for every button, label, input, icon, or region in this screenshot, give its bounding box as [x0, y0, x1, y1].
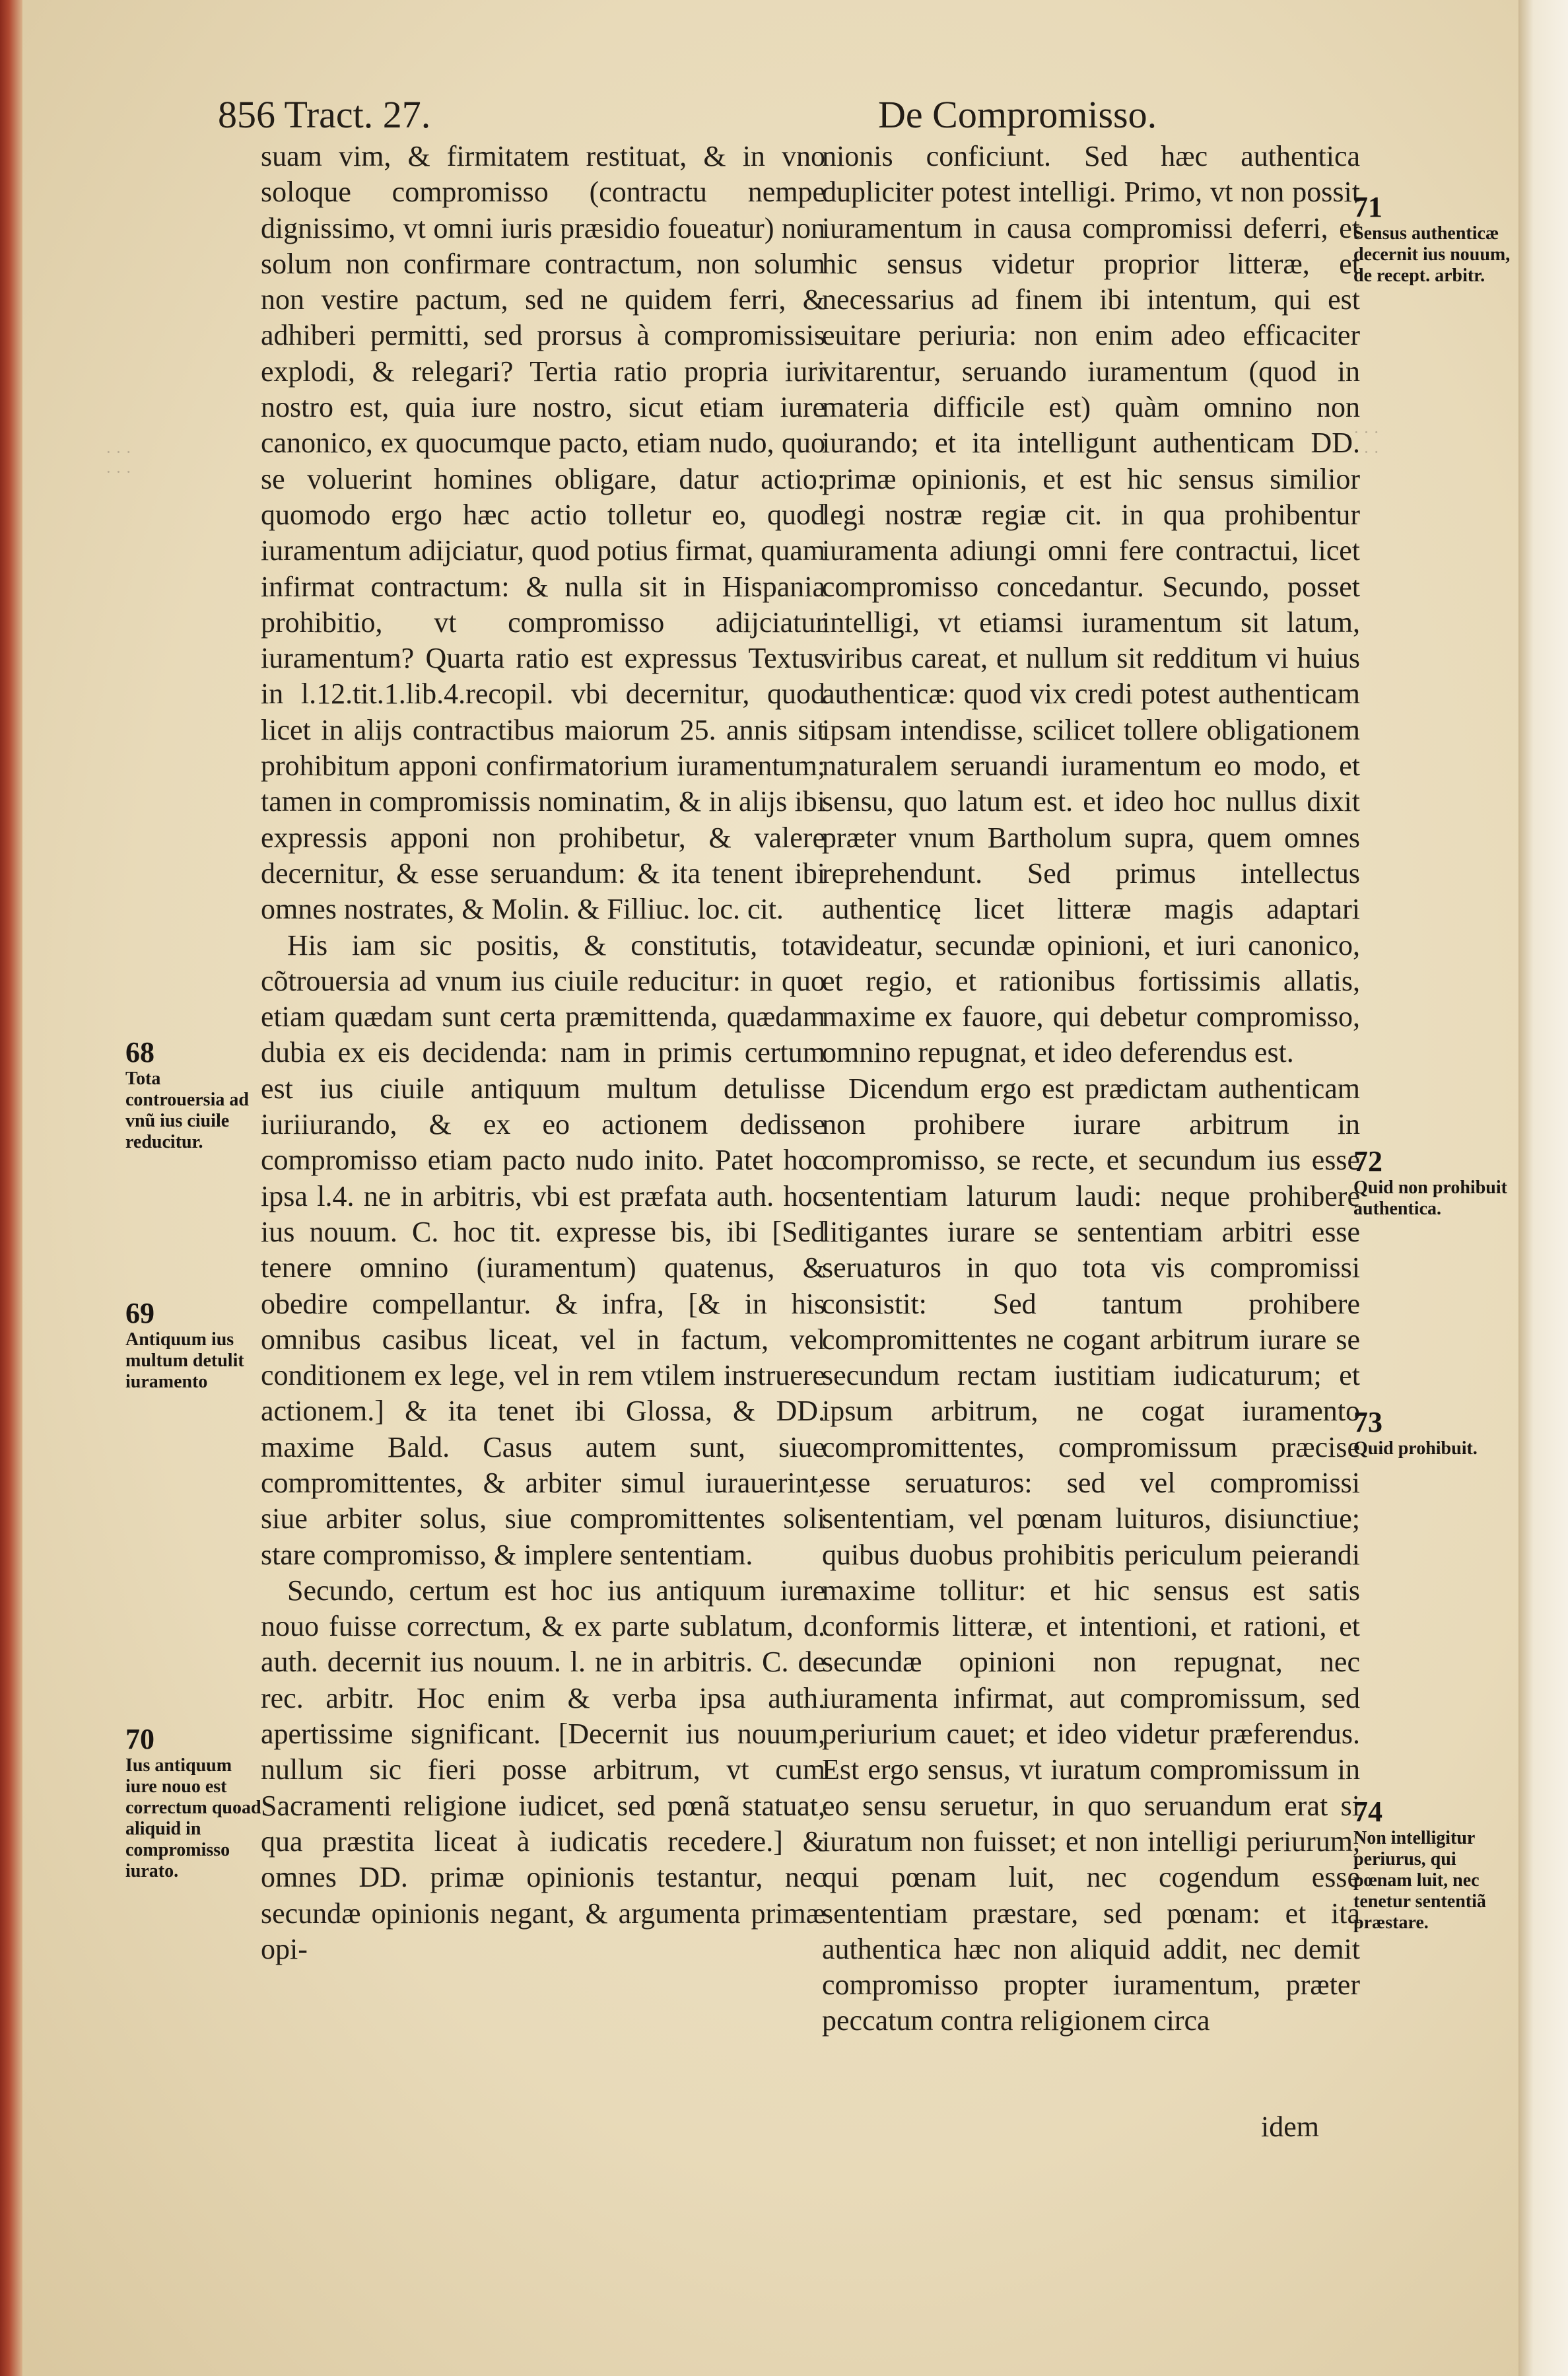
- catchword: idem: [1261, 2111, 1319, 2143]
- right-text-column: [822, 139, 1360, 2039]
- margin-note-73: [1353, 1407, 1515, 1459]
- adjacent-page-edge: [1518, 0, 1568, 2376]
- margin-note-number: 73: [1353, 1406, 1382, 1438]
- paragraph: nionis conficiunt. Sed hæc authentica dupliciter potest intelligi. Primo, vt non possit iuramentum in causa compromissi deferri, et hic sensus videtur proprior litteræ, et necessarius ad finem ibi intentum, qui est euitare periuria: non enim adeo efficaciter vitarentur, seruando iuramentum (quod in materia difficile est) quàm omnino non iurando; et ita intelligunt authenticam DD. primæ opinionis, et est hic sensus similior legi nostræ regiæ cit. in qua prohibentur iuramenta adiungi omni fere contractui, licet compromisso concedantur. Secundo, posset intelligi, vt etiamsi iuramentum sit latum, viribus careat, et nullum sit redditum vi huius authenticæ: quod vix credi potest authenticam ipsam intendisse, scilicet tollere obligationem naturalem seruandi iuramentum eo modo, et sensu, quo latum est. et ideo hoc nullus dixit præter vnum Bartholum supra, quem omnes reprehendunt. Sed primus intellectus authenticę licet litteræ magis adaptari videatur, secundæ opinioni, et iuri canonico, et regio, et rationibus fortissimis allatis, maxime ex fauore, qui debetur compromisso, omnino repugnat, et ideo deferendus est.: [822, 140, 1360, 1069]
- margin-note-70: [125, 1724, 264, 1882]
- margin-note-text: Antiquum ius multum detulit iuramento: [125, 1329, 244, 1392]
- margin-note-text: Quid non prohibuit authentica.: [1353, 1177, 1507, 1219]
- margin-note-number: 68: [125, 1036, 154, 1068]
- margin-note-number: 69: [125, 1297, 154, 1329]
- running-head-page-number: 856 Tract. 27.: [218, 93, 431, 136]
- bleed-through-text: · · · · · ·: [106, 442, 131, 481]
- margin-note-71: [1353, 192, 1515, 287]
- margin-note-number: 71: [1353, 191, 1382, 223]
- margin-note-text: Ius antiquum iure nouo est correctum quoad aliquid in compromisso iurato.: [125, 1755, 261, 1881]
- margin-note-72: [1353, 1146, 1515, 1220]
- margin-note-69: [125, 1298, 264, 1393]
- margin-note-68: [125, 1037, 264, 1153]
- margin-note-text: Non intelligitur periurus, qui pœnam luit, nec tenetur sententiã præstare.: [1353, 1828, 1486, 1933]
- margin-note-number: 72: [1353, 1145, 1382, 1177]
- margin-note-74: [1353, 1796, 1515, 1934]
- book-binding-edge: [0, 0, 22, 2376]
- paragraph: Secundo, certum est hoc ius antiquum iure nouo fuisse correctum, & ex parte sublatum, d. auth. decernit ius nouum. l. ne in arbitris. C. de rec. arbitr. Hoc enim & verba ipsa auth. apertissime significant. [Decernit ius nouum, nullum sic fieri posse arbitrum, vt cum Sacramenti religione iudicet, sed pœnã statuat, qua præstita liceat à iudicatis recedere.] & omnes DD. primæ opinionis testantur, nec secundæ opinionis negant, & argumenta primæ opi-: [261, 1574, 825, 1965]
- paragraph: His iam sic positis, & constitutis, tota cõtrouersia ad vnum ius ciuile reducitur: in quo etiam quædam sunt certa præmittenda, quædam dubia ex eis decidenda: nam in primis certum est ius ciuile antiquum multum detulisse iuriiurando, & ex eo actionem dedisse compromisso etiam pacto nudo inito. Patet hoc ipsa l.4. ne in arbitris, vbi est præfata auth. hoc ius nouum. C. hoc tit. expresse bis, ibi [Sed tenere omnino (iuramentum) quatenus, & obedire compellantur. & infra, [& in his omnibus casibus liceat, vel in factum, vel conditionem ex lege, vel in rem vtilem instruere actionem.] & ita tenet ibi Glossa, & DD. maxime Bald. Casus autem sunt, siue compromittentes, & arbiter simul iurauerint, siue arbiter solus, siue compromittentes soli stare compromisso, & implere sententiam.: [261, 928, 825, 1571]
- margin-note-text: Tota controuersia ad vnũ ius ciuile reducitur.: [125, 1068, 249, 1152]
- running-head-title: De Compromisso.: [878, 93, 1157, 136]
- paragraph: Dicendum ergo est prædictam authenticam non prohibere iurare arbitrum in compromisso, se recte, et secundum ius esse sententiam laturum laudi: neque prohibere litigantes iurare se sententiam arbitri esse seruaturos in quo tota vis compromissi consistit: Sed tantum prohibere compromittentes ne cogant arbitrum iurare se secundum rectam iustitiam iudicaturum; et ipsum arbitrum, ne cogat iuramento compromittentes, compromissum præcise esse seruaturos: sed vel compromissi sententiam, vel pœnam luituros, disiunctiue; quibus duobus prohibitis periculum peierandi maxime tollitur: et hic sensus est satis conformis litteræ, et intentioni, et rationi, et secundæ opinioni non repugnat, nec iuramenta infirmat, aut compromissum, sed periurium cauet; et ideo videtur præferendus. Est ergo sensus, vt iuratum compromissum in eo sensu seruetur, in quo seruandum erat si iuratum non fuisset; et non intelligi periurum, qui pœnam luit, nec cogendum esse sententiam præstare, sed pœnam: et ita authentica hæc non aliquid addit, nec demit compromisso propter iuramentum, præter peccatum contra religionem circa: [822, 1072, 1360, 2037]
- margin-note-text: Quid prohibuit.: [1353, 1438, 1478, 1459]
- bleed-through-text: · · · · · ·: [1353, 423, 1379, 462]
- paragraph: suam vim, & firmitatem restituat, & in vno soloque compromisso (contractu nempe dignissimo, vt omni iuris præsidio foueatur) non solum non confirmare contractum, non solum non vestire pactum, sed ne quidem ferri, & adhiberi permitti, sed prorsus à compromissis explodi, & relegari? Tertia ratio propria iuri nostro est, quia iure nostro, sicut etiam iure canonico, ex quocumque pacto, etiam nudo, quo se voluerint homines obligare, datur actio: quomodo ergo hæc actio tolletur eo, quod iuramentum adijciatur, quod potius firmat, quam infirmat contractum: & nulla sit in Hispania prohibitio, vt compromisso adijciatur iuramentum? Quarta ratio est expressus Textus in l.12.tit.1.lib.4.recopil. vbi decernitur, quod licet in alijs contractibus maiorum 25. annis sit prohibitum apponi confirmatorium iuramentum; tamen in compromissis nominatim, & in alijs ibi expressis apponi non prohibetur, & valere decernitur, & esse seruandum: & ita tenent ibi omnes nostrates, & Molin. & Filliuc. loc. cit.: [261, 140, 825, 926]
- margin-note-number: 70: [125, 1723, 154, 1755]
- left-text-column: [261, 139, 825, 1967]
- margin-note-text: Sensus authenticæ decernit ius nouum, de recept. arbitr.: [1353, 223, 1511, 286]
- margin-note-number: 74: [1353, 1796, 1382, 1828]
